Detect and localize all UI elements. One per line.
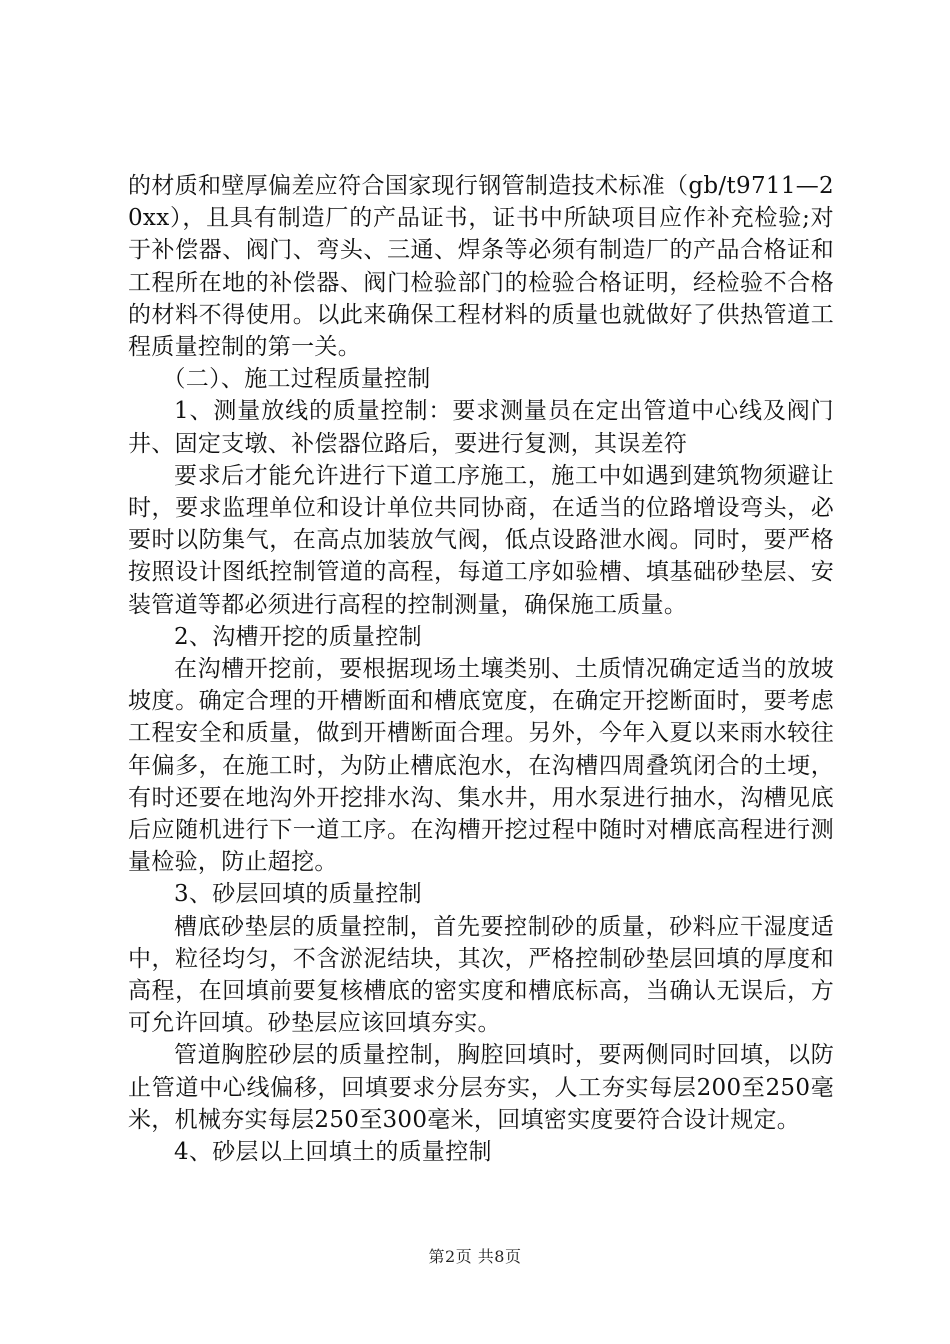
page-number-footer: 第2页 共8页 xyxy=(428,1247,522,1266)
paragraph-sand-cushion: 槽底砂垫层的质量控制，首先要控制砂的质量，砂料应干湿度适中，粒径均匀，不含淤泥结块，其次，严格控制砂垫层回填的厚度和高程，在回填前要复核槽底的密实度和槽底标高，当确认无误后，方可允许回填。砂垫层应该回填夯实。 xyxy=(128,913,834,1037)
document-body xyxy=(128,170,834,1168)
paragraph-trench-excavation: 在沟槽开挖前，要根据现场土壤类别、土质情况确定适当的放坡坡度。确定合理的开槽断面和槽底宽度，在确定开挖断面时，要考虑工程安全和质量，做到开槽断面合理。另外，今年入夏以来雨水较往年偏多，在施工时，为防止槽底泡水，在沟槽四周叠筑闭合的土埂，有时还要在地沟外开挖排水沟、集水井，用水泵进行抽水，沟槽见底后应随机进行下一道工序。在沟槽开挖过程中随时对槽底高程进行测量检验，防止超挖。 xyxy=(128,656,834,876)
subheading-soil-backfill: 4、砂层以上回填土的质量控制 xyxy=(174,1139,492,1166)
subheading-trench-excavation: 2、沟槽开挖的质量控制 xyxy=(174,623,422,650)
paragraph-material-standards: 的材质和壁厚偏差应符合国家现行钢管制造技术标准（gb/t9711—20xx），且具有制造厂的产品证书，证书中所缺项目应作补充检验;对于补偿器、阀门、弯头、三通、焊条等必须有制造厂的产品合格证和工程所在地的补偿器、阀门检验部门的检验合格证明，经检验不合格的材料不得使用。以此来确保工程材料的质量也就做好了供热管道工程质量控制的第一关。 xyxy=(128,173,834,361)
section-heading-construction-quality: （二）、施工过程质量控制 xyxy=(162,366,431,393)
subheading-sand-backfill: 3、砂层回填的质量控制 xyxy=(174,881,422,908)
paragraph-survey-layout: 1、测量放线的质量控制：要求测量员在定出管道中心线及阀门井、固定支墩、补偿器位路后，要进行复测，其误差符 xyxy=(128,398,834,457)
paragraph-pipe-chest-sand: 管道胸腔砂层的质量控制，胸腔回填时，要两侧同时回填，以防止管道中心线偏移，回填要求分层夯实，人工夯实每层200至250毫米，机械夯实每层250至300毫米，回填密实度要符合设计规定。 xyxy=(128,1042,834,1133)
paragraph-survey-layout-continued: 要求后才能允许进行下道工序施工，施工中如遇到建筑物须避让时，要求监理单位和设计单位共同协商，在适当的位路增设弯头，必要时以防集气，在高点加装放气阀，低点设路泄水阀。同时，要严格按照设计图纸控制管道的高程，每道工序如验槽、填基础砂垫层、安装管道等都必须进行高程的控制测量，确保施工质量。 xyxy=(128,462,834,618)
